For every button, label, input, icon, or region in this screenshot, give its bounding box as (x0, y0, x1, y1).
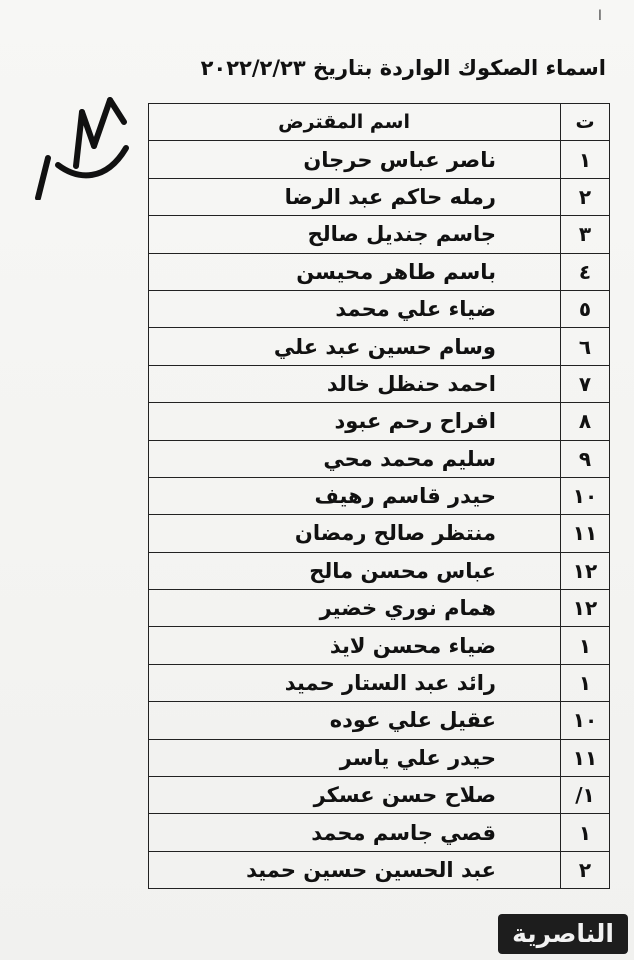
borrower-name: حيدر قاسم رهيف (149, 477, 561, 514)
row-index: ١٠ (561, 702, 610, 739)
borrower-name: جاسم جنديل صالح (149, 216, 561, 253)
table-row (149, 365, 610, 402)
row-index: ١٠ (561, 477, 610, 514)
row-index: ١ (561, 627, 610, 664)
row-index: ٢ (561, 178, 610, 215)
brand-watermark-logo: الناصرية (498, 914, 628, 954)
table-row (149, 515, 610, 552)
borrower-name: صلاح حسن عسكر (149, 777, 561, 814)
row-index: ١٢ (561, 590, 610, 627)
borrower-name: قصي جاسم محمد (149, 814, 561, 851)
row-index: ١ (561, 141, 610, 178)
borrower-name: عبد الحسين حسين حميد (149, 851, 561, 888)
row-index: ٤ (561, 253, 610, 290)
table-row (149, 253, 610, 290)
row-index: ١٢ (561, 552, 610, 589)
borrower-name: عباس محسن مالح (149, 552, 561, 589)
table-row (149, 664, 610, 701)
index-column-header: ت (561, 104, 610, 141)
name-column-header: اسم المقترض (149, 104, 561, 141)
table-row (149, 814, 610, 851)
row-index: ٦ (561, 328, 610, 365)
row-index: ١١ (561, 739, 610, 776)
borrower-name: رائد عبد الستار حميد (149, 664, 561, 701)
table-row (149, 403, 610, 440)
table-header-row (149, 104, 610, 141)
table-row (149, 440, 610, 477)
table-row (149, 777, 610, 814)
row-index: ١ (561, 814, 610, 851)
table-row (149, 216, 610, 253)
borrower-name: افراح رحم عبود (149, 403, 561, 440)
borrower-name: منتظر صالح رمضان (149, 515, 561, 552)
table-row (149, 627, 610, 664)
handwritten-number-13 (18, 70, 138, 200)
row-index: ٥ (561, 290, 610, 327)
table-row (149, 851, 610, 888)
borrower-name: باسم طاهر محيسن (149, 253, 561, 290)
borrower-name: عقيل علي عوده (149, 702, 561, 739)
row-index: ١١ (561, 515, 610, 552)
borrower-name: احمد حنظل خالد (149, 365, 561, 402)
table-row (149, 702, 610, 739)
borrower-name: سليم محمد محي (149, 440, 561, 477)
row-index: ٢ (561, 851, 610, 888)
row-index: ٨ (561, 403, 610, 440)
borrower-name: همام نوري خضير (149, 590, 561, 627)
row-index: ١/ (561, 777, 610, 814)
borrower-name: وسام حسين عبد علي (149, 328, 561, 365)
table-row (149, 328, 610, 365)
table-row (149, 141, 610, 178)
borrower-name: ضياء علي محمد (149, 290, 561, 327)
table-row (149, 552, 610, 589)
table-row (149, 477, 610, 514)
borrower-name: ضياء محسن لايذ (149, 627, 561, 664)
row-index: ٣ (561, 216, 610, 253)
table-row (149, 739, 610, 776)
page-title: اسماء الصكوك الواردة بتاريخ ٢٠٢٢/٢/٢٣ (200, 56, 606, 80)
borrower-name: ناصر عباس حرجان (149, 141, 561, 178)
table-row (149, 290, 610, 327)
table-row (149, 590, 610, 627)
borrower-name: حيدر علي ياسر (149, 739, 561, 776)
corner-mark: ا (598, 8, 602, 24)
row-index: ١ (561, 664, 610, 701)
table-row (149, 178, 610, 215)
row-index: ٧ (561, 365, 610, 402)
table-body (149, 141, 610, 889)
borrowers-table (148, 103, 610, 889)
borrower-name: رمله حاكم عبد الرضا (149, 178, 561, 215)
row-index: ٩ (561, 440, 610, 477)
